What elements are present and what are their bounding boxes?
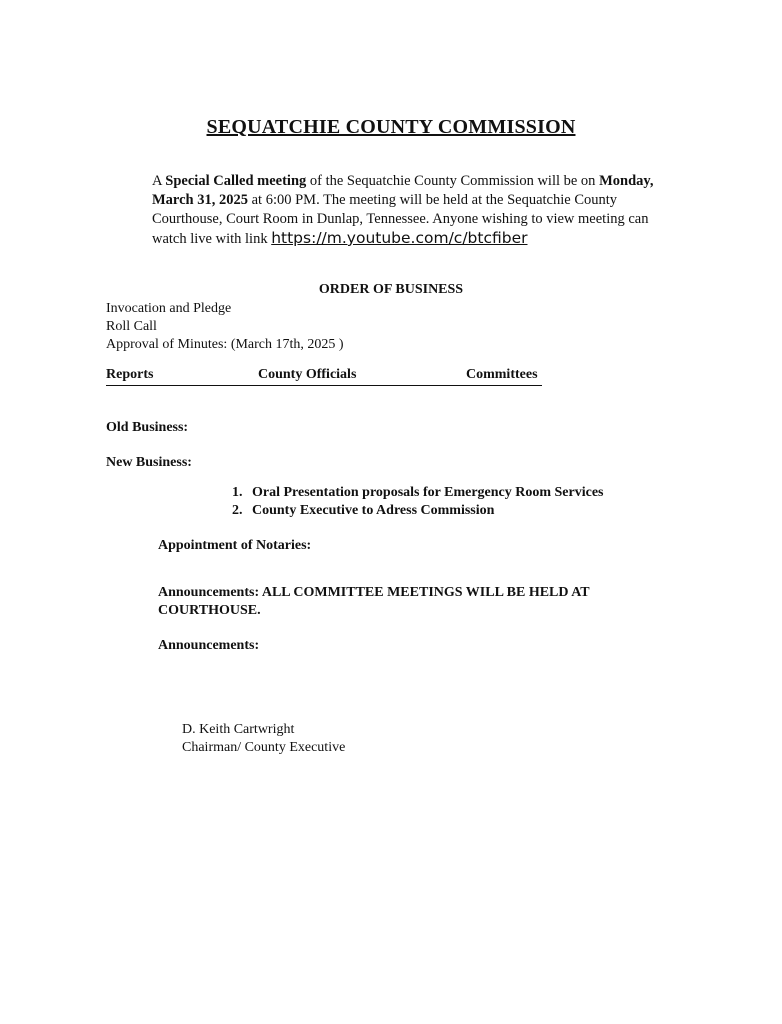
order-of-business-heading: ORDER OF BUSINESS bbox=[318, 282, 464, 297]
county-officials-label: County Officials bbox=[258, 367, 357, 382]
notice-text: of the Sequatchie County Commission will be on bbox=[306, 173, 600, 189]
old-business-heading: Old Business: bbox=[106, 420, 189, 435]
signature-block bbox=[182, 721, 345, 757]
item-number: 1. bbox=[232, 485, 243, 500]
notice-text: at 6:00 PM. The meeting will be held at the Sequatchie County Courthouse, Court Room in Dunlap, Tennessee. Anyone wishing to view meeting can watch live with link bbox=[152, 192, 649, 247]
reports-header-row bbox=[106, 367, 542, 386]
meeting-date: Monday, March 31, 2025 bbox=[152, 173, 654, 208]
announcements-heading: Announcements: bbox=[158, 638, 260, 653]
agenda-list bbox=[106, 300, 344, 354]
agenda-item: Roll Call bbox=[106, 319, 157, 334]
item-text: County Executive to Adress Commission bbox=[252, 503, 495, 518]
new-business-list bbox=[232, 484, 604, 520]
item-text: Oral Presentation proposals for Emergency Room Services bbox=[252, 485, 604, 500]
reports-label: Reports bbox=[106, 367, 154, 382]
list-item bbox=[232, 502, 604, 520]
signer-name: D. Keith Cartwright bbox=[182, 722, 295, 737]
announcements-courthouse: Announcements: ALL COMMITTEE MEETINGS WILL BE HELD AT COURTHOUSE. bbox=[158, 585, 590, 618]
list-item bbox=[232, 484, 604, 502]
meeting-notice bbox=[152, 172, 672, 249]
committees-label: Committees bbox=[466, 367, 538, 382]
appointment-notaries-heading: Appointment of Notaries: bbox=[158, 538, 312, 553]
item-number: 2. bbox=[232, 503, 243, 518]
special-called-label: Special Called meeting bbox=[165, 173, 307, 189]
signer-role: Chairman/ County Executive bbox=[182, 740, 346, 755]
livestream-link[interactable]: https://m.youtube.com/c/btcfiber bbox=[271, 229, 528, 247]
agenda-item: Approval of Minutes: (March 17th, 2025 ) bbox=[106, 337, 344, 352]
new-business-heading: New Business: bbox=[106, 455, 192, 470]
notice-text: A bbox=[152, 173, 166, 189]
agenda-item: Invocation and Pledge bbox=[106, 301, 232, 316]
document-title: SEQUATCHIE COUNTY COMMISSION bbox=[206, 116, 576, 138]
